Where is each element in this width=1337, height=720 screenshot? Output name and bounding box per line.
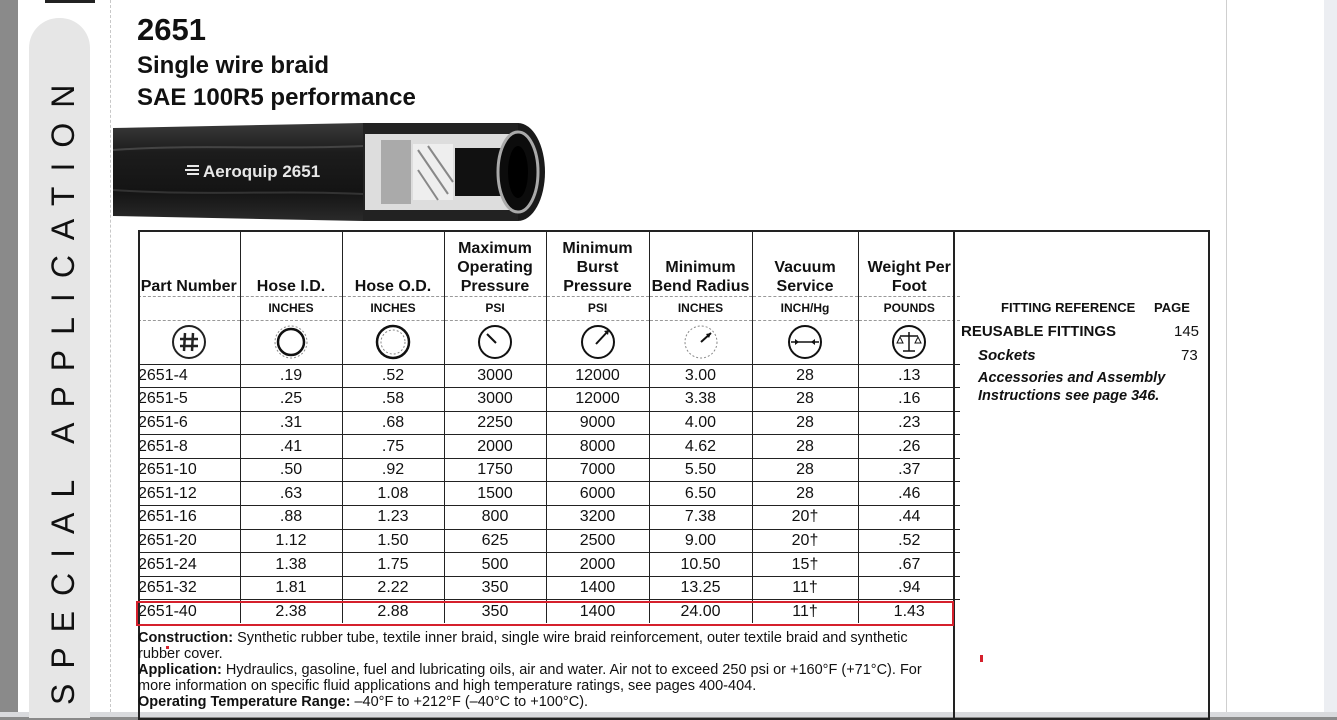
cell-vacuum: 28 [752,364,858,388]
application-text: Hydraulics, gasoline, fuel and lubricating oils, air and water. Air not to exceed 250 psi or +160°F (+71°C). For more information on specific fluid applications and high temperature ratings, see pages 400-404. [138,662,922,694]
col-unit-bend-radius: INCHES [649,296,752,320]
cell-burst-pressure: 2000 [546,553,649,577]
cell-vacuum: 11† [752,600,858,623]
adjacent-page-panel [1226,0,1325,712]
cell-vacuum: 20† [752,506,858,530]
cell-burst-pressure: 8000 [546,435,649,459]
cell-weight: .44 [858,506,960,530]
col-header-bend-radius: Minimum Bend Radius [649,230,752,296]
reusable-fittings-page: 145 [1174,323,1200,340]
construction-note [138,630,946,662]
cell-burst-pressure: 6000 [546,482,649,506]
accessories-note: Accessories and Assembly Instructions see page 346. [978,370,1166,404]
cell-part-number: 2651-16 [138,506,240,530]
cell-weight: .67 [858,553,960,577]
side-section-label: SPECIAL APPLICATION [45,69,81,705]
hose-brand-text: Aeroquip 2651 [203,162,321,181]
cell-hose-id: .31 [240,411,342,435]
cell-bend-radius: 3.00 [649,364,752,388]
col-unit-hose-id: INCHES [240,296,342,320]
cell-weight: .37 [858,458,960,482]
cell-weight: .13 [858,364,960,388]
cell-hose-id: .88 [240,506,342,530]
temperature-text: –40°F to +212°F (–40°C to +100°C). [354,694,589,710]
cell-burst-pressure: 1400 [546,600,649,623]
cell-max-pressure: 3000 [444,364,546,388]
cell-weight: .16 [858,388,960,412]
cell-weight: .26 [858,435,960,459]
cell-part-number: 2651-24 [138,553,240,577]
col-header-max-pressure: Maximum Operating Pressure [444,230,546,296]
cell-part-number: 2651-32 [138,576,240,600]
cell-hose-od: 1.23 [342,506,444,530]
scrollbar-track[interactable] [1324,0,1337,717]
construction-text: Synthetic rubber tube, textile inner braid, single wire braid reinforcement, outer textile braid and synthetic rubber cover. [138,630,908,662]
cell-hose-od: 1.50 [342,529,444,553]
cell-vacuum: 28 [752,435,858,459]
cell-bend-radius: 6.50 [649,482,752,506]
red-annotation-mark [980,655,983,662]
cell-vacuum: 28 [752,458,858,482]
cell-part-number: 2651-20 [138,529,240,553]
cell-max-pressure: 350 [444,576,546,600]
cell-hose-id: .25 [240,388,342,412]
cell-hose-id: .19 [240,364,342,388]
cell-bend-radius: 13.25 [649,576,752,600]
application-label: Application: [138,662,222,678]
cell-bend-radius: 3.38 [649,388,752,412]
sockets-label: Sockets [978,347,1036,364]
col-unit-burst-pressure: PSI [546,296,649,320]
cell-max-pressure: 2250 [444,411,546,435]
cell-part-number: 2651-5 [138,388,240,412]
cell-max-pressure: 350 [444,600,546,623]
sockets-page: 73 [1181,347,1198,364]
table-column-divider [953,230,955,720]
cell-hose-id: 1.38 [240,553,342,577]
cell-part-number: 2651-12 [138,482,240,506]
cell-burst-pressure: 1400 [546,576,649,600]
cell-hose-id: .50 [240,458,342,482]
cell-weight: 1.43 [858,600,960,623]
cell-burst-pressure: 2500 [546,529,649,553]
cell-hose-od: .52 [342,364,444,388]
cell-vacuum: 11† [752,576,858,600]
col-header-part-number: Part Number [140,277,237,295]
temperature-note [138,694,946,710]
cell-weight: .94 [858,576,960,600]
cell-vacuum: 28 [752,388,858,412]
cell-bend-radius: 7.38 [649,506,752,530]
col-unit-weight: POUNDS [858,296,960,320]
cell-vacuum: 15† [752,553,858,577]
product-number: 2651 [137,12,206,47]
cell-max-pressure: 2000 [444,435,546,459]
cell-hose-id: .63 [240,482,342,506]
col-header-hose-id: Hose I.D. [240,230,342,296]
cell-part-number: 2651-4 [138,364,240,388]
cell-hose-od: 2.22 [342,576,444,600]
cell-part-number: 2651-10 [138,458,240,482]
fitting-reference-title: FITTING REFERENCE [1001,300,1136,315]
top-marker [45,0,95,3]
page-guide-left [110,0,111,712]
cell-weight: .52 [858,529,960,553]
application-note [138,662,946,694]
cell-burst-pressure: 12000 [546,364,649,388]
hose-cutaway-image [113,120,548,224]
row-highlight-box [136,601,954,626]
cell-max-pressure: 500 [444,553,546,577]
col-unit-vacuum: INCH/Hg [752,296,858,320]
cell-hose-od: .58 [342,388,444,412]
col-header-weight: Weight Per Foot [858,230,960,296]
cell-burst-pressure: 12000 [546,388,649,412]
cell-burst-pressure: 3200 [546,506,649,530]
col-header-hose-od: Hose O.D. [342,230,444,296]
fitting-reference-page-title: PAGE [1154,300,1190,315]
cell-hose-od: 1.75 [342,553,444,577]
cell-burst-pressure: 7000 [546,458,649,482]
temperature-label: Operating Temperature Range: [138,694,351,710]
cell-hose-id: 1.81 [240,576,342,600]
cell-hose-id: 2.38 [240,600,342,623]
cell-burst-pressure: 9000 [546,411,649,435]
cell-hose-od: .68 [342,411,444,435]
cell-hose-od: .92 [342,458,444,482]
cell-weight: .46 [858,482,960,506]
cell-part-number: 2651-8 [138,435,240,459]
cell-max-pressure: 1500 [444,482,546,506]
cell-hose-od: .75 [342,435,444,459]
cell-bend-radius: 4.62 [649,435,752,459]
cell-max-pressure: 800 [444,506,546,530]
cell-bend-radius: 5.50 [649,458,752,482]
cell-vacuum: 28 [752,411,858,435]
cell-bend-radius: 9.00 [649,529,752,553]
col-header-burst-pressure: Minimum Burst Pressure [546,230,649,296]
cell-part-number: 2651-40 [138,600,240,623]
cell-bend-radius: 10.50 [649,553,752,577]
cell-max-pressure: 3000 [444,388,546,412]
cell-max-pressure: 625 [444,529,546,553]
col-unit-hose-od: INCHES [342,296,444,320]
construction-label: Construction: [138,630,234,646]
cell-bend-radius: 4.00 [649,411,752,435]
col-unit-max-pressure: PSI [444,296,546,320]
cell-hose-od: 2.88 [342,600,444,623]
cell-bend-radius: 24.00 [649,600,752,623]
cell-vacuum: 20† [752,529,858,553]
cell-weight: .23 [858,411,960,435]
cell-hose-id: 1.12 [240,529,342,553]
reusable-fittings-label: REUSABLE FITTINGS [961,323,1117,340]
cell-part-number: 2651-6 [138,411,240,435]
product-subtitle-2: SAE 100R5 performance [137,84,416,111]
cell-max-pressure: 1750 [444,458,546,482]
cell-vacuum: 28 [752,482,858,506]
cell-hose-id: .41 [240,435,342,459]
col-header-vacuum: Vacuum Service [752,230,858,296]
cell-hose-od: 1.08 [342,482,444,506]
product-subtitle-1: Single wire braid [137,52,330,79]
